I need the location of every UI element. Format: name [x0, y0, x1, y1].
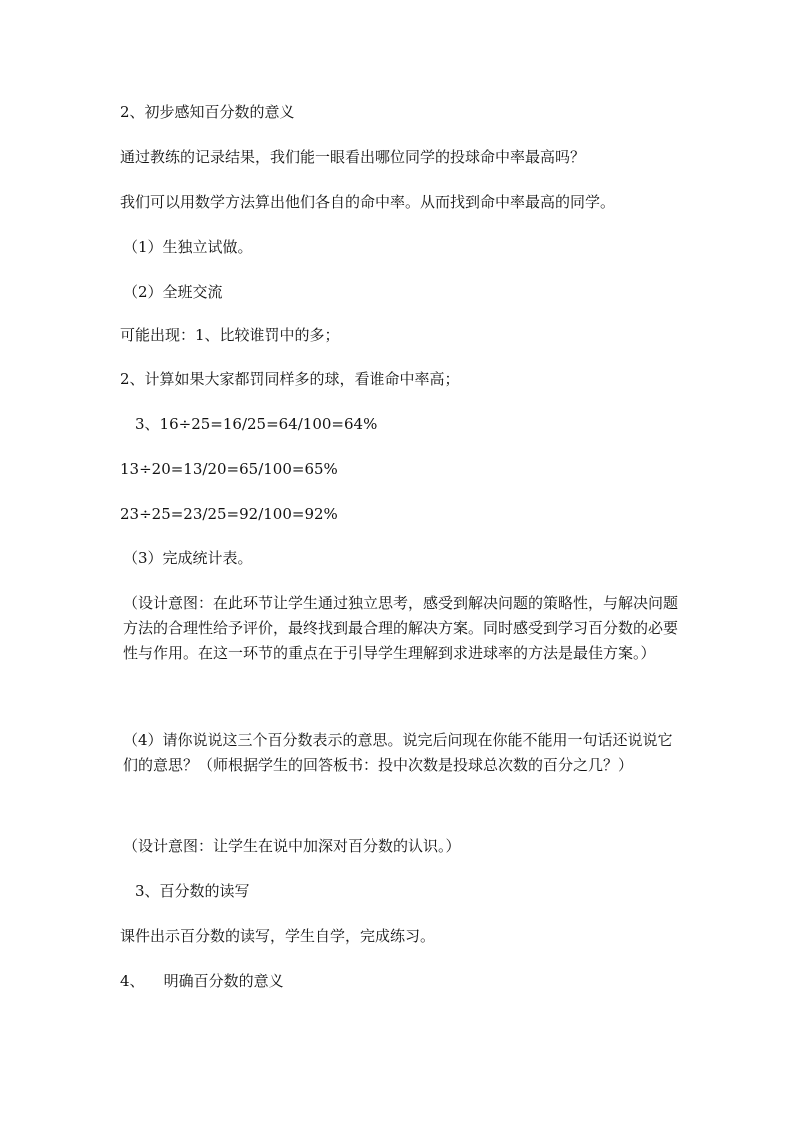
paragraph: （3）完成统计表。	[123, 549, 253, 567]
paragraph: （4）请你说说这三个百分数表示的意思。说完后问现在你能不能用一句话还说说它们的意思？（师根据学生的回答板书：投中次数是投球总次数的百分之几？）	[123, 731, 673, 774]
section-heading-2: 2、初步感知百分数的意义	[120, 103, 295, 121]
paragraph: 课件出示百分数的读写，学生自学，完成练习。	[120, 927, 436, 945]
paragraph: 可能出现：1、比较谁罚中的多；	[120, 326, 340, 344]
paragraph: 2、计算如果大家都罚同样多的球，看谁命中率高；	[120, 370, 460, 388]
paragraph: （1）生独立试做。	[123, 238, 253, 256]
design-intent-note: （设计意图：在此环节让学生通过独立思考，感受到解决问题的策略性，与解决问题方法的合理性给予评价，最终找到最合理的解决方案。同时感受到学习百分数的必要性与作用。在这一环节的重点在于引导学生理解到求进球率的方法是最佳方案。）	[123, 594, 679, 662]
calculation-line: 23÷25=23/25=92/100=92%	[120, 505, 338, 523]
section-heading-4: 4、 明确百分数的意义	[120, 972, 284, 990]
section-heading-3: 3、百分数的读写	[135, 882, 250, 900]
paragraph: 我们可以用数学方法算出他们各自的命中率。从而找到命中率最高的同学。	[120, 193, 616, 211]
paragraph: 通过教练的记录结果，我们能一眼看出哪位同学的投球命中率最高吗？	[120, 148, 586, 166]
paragraph: （2）全班交流	[123, 283, 223, 301]
calculation-line: 13÷20=13/20=65/100=65%	[120, 460, 338, 478]
design-intent-note: （设计意图：让学生在说中加深对百分数的认识。）	[123, 837, 461, 855]
calculation-line: 3、16÷25=16/25=64/100=64%	[135, 415, 378, 433]
